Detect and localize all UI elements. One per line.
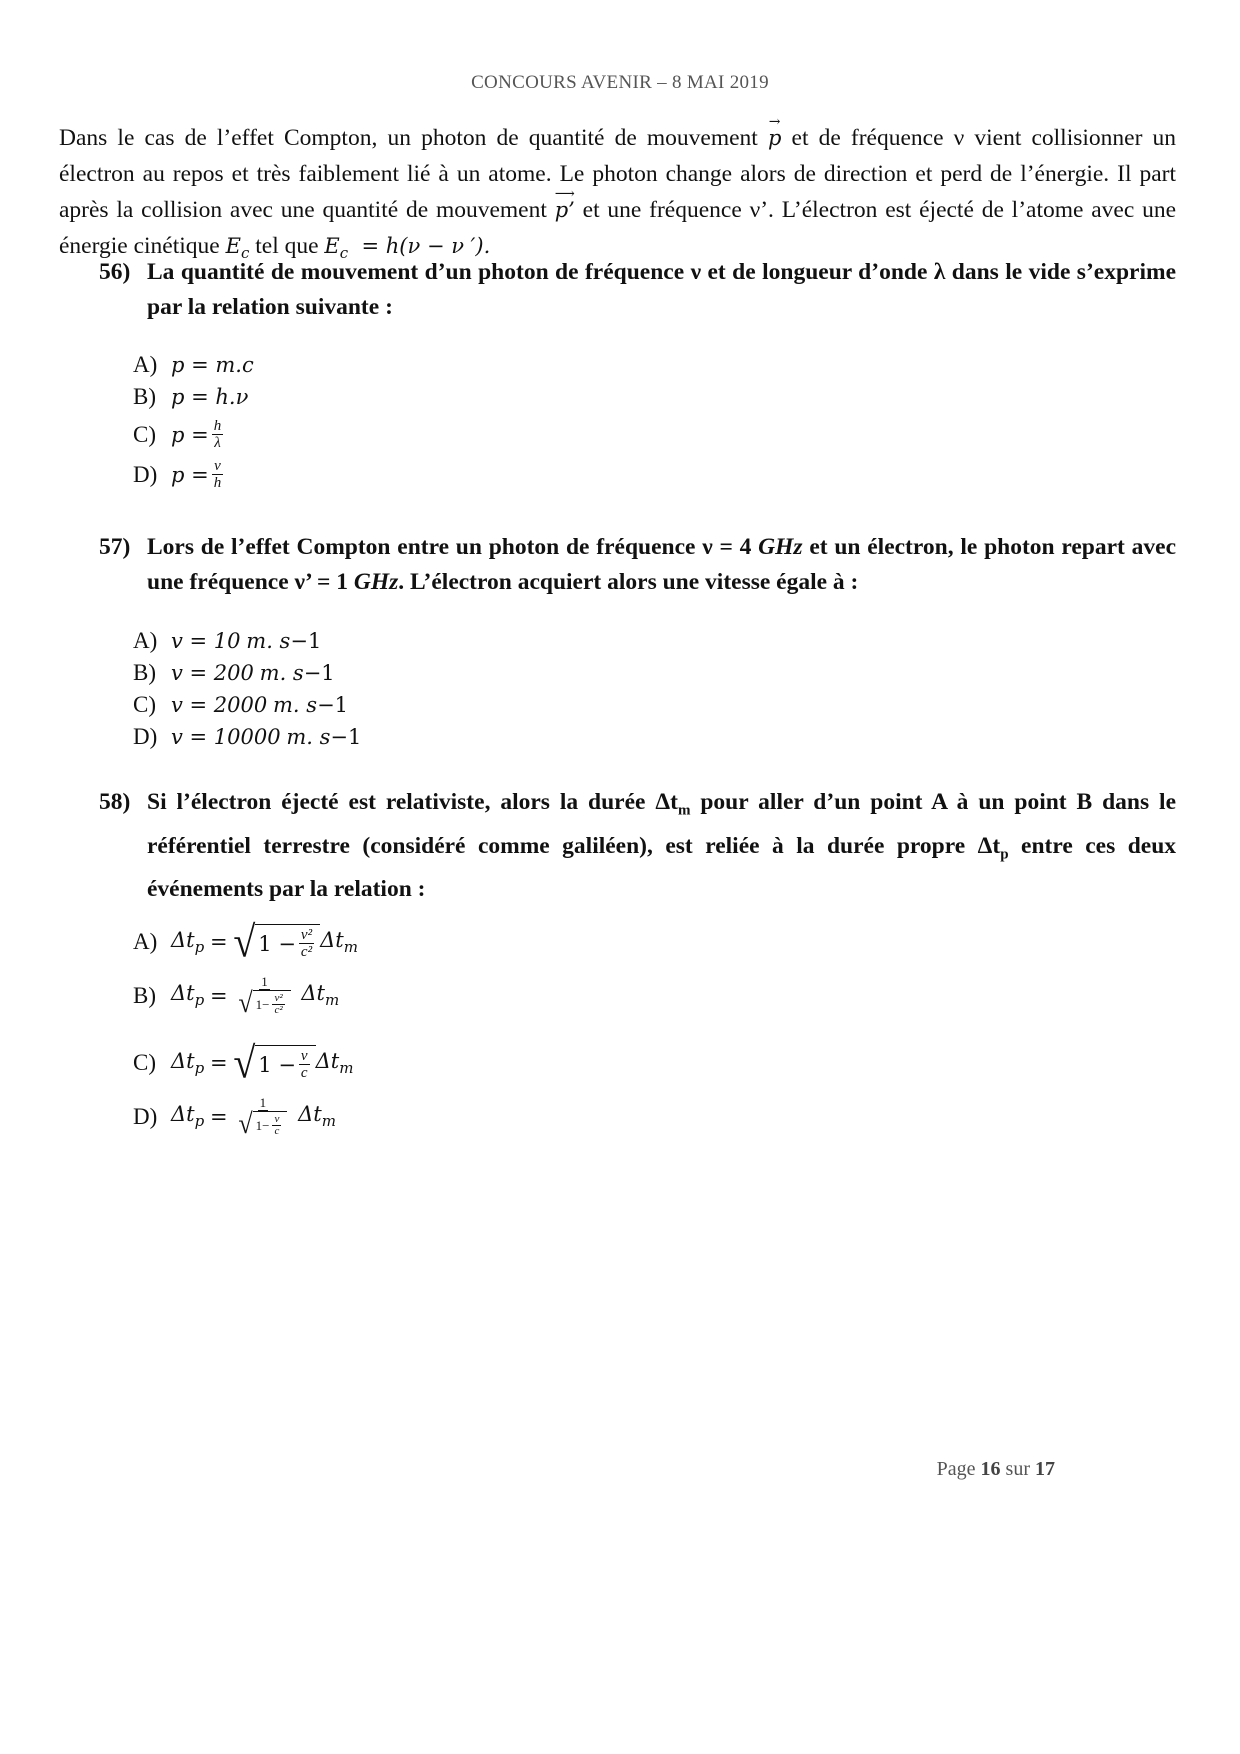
momentum-prime-vector: ⟶ p’	[554, 186, 575, 222]
question-58	[99, 785, 1176, 907]
question-number: 58)	[99, 789, 131, 815]
question-text: Si l’électron éjecté est relativiste, alors la durée $\Delta t_m$ pour aller d’un point A à un point B dans le référentiel terrestre (considéré comme galiléen), est reliée à la durée propre $\Delta t_p$ entre ces deux événements par la relation :	[147, 789, 1177, 903]
option-d[interactable]: D) $\Delta t_p$ = 1 √ 1− $\frac{v}{c}$ $\Delta t_m$	[133, 1095, 336, 1140]
intro-paragraph	[59, 114, 1177, 271]
question-text: La quantité de mouvement d’un photon de fréquence ν et de longueur d’onde λ dans le vide s’exprime par la relation suivante :	[147, 259, 1176, 320]
option-c[interactable]: C) $\Delta t_p$ = √ 1 − $\frac{v}{c}$ $\Delta t_m$	[133, 1037, 354, 1088]
sqrt-symbol: √ 1 − $\frac{v}{c}$	[233, 1043, 315, 1083]
momentum-vector: → p	[767, 114, 782, 150]
option-d[interactable]: D) p = $\frac{\nu}{h}$	[133, 458, 222, 491]
question-56	[99, 255, 1176, 325]
intro-text-1: Dans le cas de l’effet Compton, un photon de quantité de mouvement	[59, 125, 758, 151]
kinetic-energy-symbol: $E_c$	[225, 234, 250, 263]
option-d[interactable]: D) v = 10000 m. s −1	[133, 724, 362, 749]
kinetic-energy-formula: $E_c = h(\nu - \nu$ ′).	[324, 234, 491, 263]
option-c[interactable]: C) v = 2000 m. s −1	[133, 692, 349, 717]
option-b[interactable]: B) v = 200 m. s −1	[133, 660, 335, 685]
question-number: 56)	[99, 259, 131, 285]
option-a[interactable]: A) p = m.c	[133, 352, 254, 377]
question-text: Lors de l’effet Compton entre un photon de fréquence ν = 4 GHz et un électron, le photon repart avec une fréquence ν’ = 1 GHz. L’électron acquiert alors une vitesse égale à :	[147, 534, 1177, 595]
intro-text-3: et une fréquence ν’. L’électron est éjecté de l’atome avec une énergie cinétique	[59, 197, 1177, 259]
question-number: 57)	[99, 534, 131, 560]
intro-text-2: et de fréquence ν vient collisionner un électron au repos et très faiblement lié à un atome. Le photon change alors de direction et perd de l’énergie. Il part après la collision avec une quantité de mouvement	[59, 125, 1177, 223]
page-header: CONCOURS AVENIR – 8 MAI 2019	[471, 72, 769, 93]
option-a[interactable]: A) v = 10 m. s −1	[133, 628, 322, 653]
option-a[interactable]: A) $\Delta t_p$ = √ 1 − $\frac{\text{v²}}{\text{c²}}$ $\Delta t_m$	[133, 916, 358, 967]
question-57	[99, 530, 1176, 600]
sqrt-symbol: √ 1 − $\frac{\text{v²}}{\text{c²}}$	[233, 922, 320, 962]
intro-text-4: tel que	[255, 233, 319, 259]
option-b[interactable]: B) $\Delta t_p$ = 1 √ 1− $\frac{\text{v²}}{\text{c²}}$ $\Delta t_m$	[133, 974, 340, 1019]
option-c[interactable]: C) p = $\frac{h}{\lambda}$	[133, 418, 222, 451]
option-b[interactable]: B) p = h.ν	[133, 384, 249, 409]
page-footer: Page 16 sur 17	[936, 1458, 1055, 1480]
